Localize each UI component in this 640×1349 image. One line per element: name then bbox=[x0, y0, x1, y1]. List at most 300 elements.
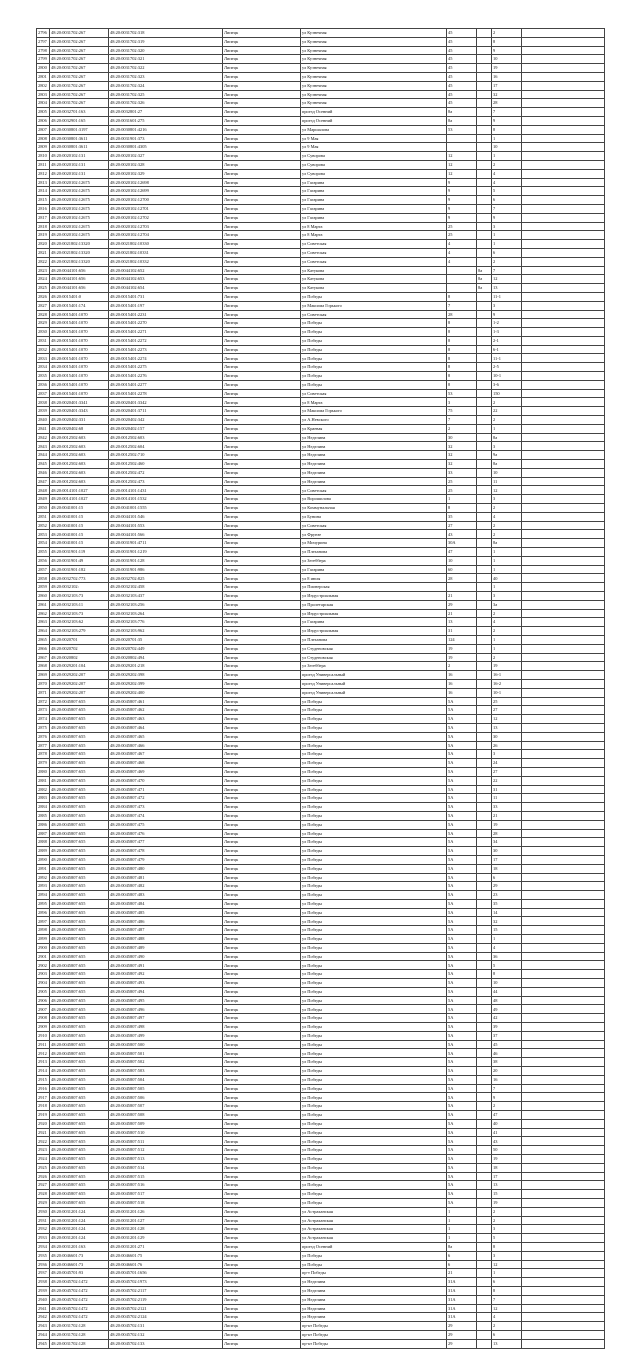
cell-num: 2918 bbox=[37, 1102, 50, 1111]
table-row bbox=[37, 152, 605, 161]
table-row bbox=[37, 284, 605, 293]
cell-num: 2871 bbox=[37, 688, 50, 697]
cell-building bbox=[477, 759, 492, 768]
cell-kad: 48:20:0045807:655 bbox=[50, 1040, 109, 1049]
cell-building bbox=[477, 55, 492, 64]
cell-apt: 2 bbox=[492, 257, 522, 266]
cell-kad: 48:20:0045807:655 bbox=[50, 882, 109, 891]
cell-kad: 48:20:0032702:773 bbox=[50, 574, 109, 583]
cell-building bbox=[477, 979, 492, 988]
cell-num: 2860 bbox=[37, 592, 50, 601]
cell-kad: 48:20:0045807:655 bbox=[50, 1005, 109, 1014]
cell-apt: 11-1 bbox=[492, 354, 522, 363]
cell-extra bbox=[522, 213, 605, 222]
cell-kad: 48:20:0032103:62 bbox=[50, 618, 109, 627]
cell-extra bbox=[522, 847, 605, 856]
cell-street: ул Победы bbox=[301, 1023, 447, 1032]
cell-apt: 21 bbox=[492, 811, 522, 820]
cell-city: Липецк bbox=[223, 759, 301, 768]
cell-house: 31 bbox=[447, 627, 477, 636]
cell-street: ул Советская bbox=[301, 248, 447, 257]
cell-street: ул Неделина bbox=[301, 477, 447, 486]
cell-house: 8 bbox=[447, 328, 477, 337]
cell-apt: 9 bbox=[492, 213, 522, 222]
cell-kad: 48:20:0031702:267 bbox=[50, 99, 109, 108]
cell-street: ул Победы bbox=[301, 961, 447, 970]
cell-building bbox=[477, 1128, 492, 1137]
cell-house: 45 bbox=[447, 46, 477, 55]
cell-building bbox=[477, 600, 492, 609]
cell-extra bbox=[522, 521, 605, 530]
cell-building bbox=[477, 1286, 492, 1295]
cell-kad2: 48:20:0031201:271 bbox=[109, 1242, 223, 1251]
cell-apt: 6 bbox=[492, 873, 522, 882]
cell-extra bbox=[522, 688, 605, 697]
cell-building bbox=[477, 794, 492, 803]
cell-num: 2919 bbox=[37, 1111, 50, 1120]
cell-city: Липецк bbox=[223, 108, 301, 117]
cell-street: ул Победы bbox=[301, 987, 447, 996]
cell-building bbox=[477, 460, 492, 469]
cell-kad2: 48:20:0045807:506 bbox=[109, 1093, 223, 1102]
cell-building bbox=[477, 838, 492, 847]
cell-city: Липецк bbox=[223, 504, 301, 513]
cell-house bbox=[447, 275, 477, 284]
cell-building bbox=[477, 301, 492, 310]
cell-street: ул Победы bbox=[301, 970, 447, 979]
cell-building bbox=[477, 81, 492, 90]
cell-city: Липецк bbox=[223, 723, 301, 732]
cell-street: ул Максима Горького bbox=[301, 407, 447, 416]
cell-num: 2875 bbox=[37, 723, 50, 732]
cell-house: 10 bbox=[447, 556, 477, 565]
cell-extra bbox=[522, 451, 605, 460]
cell-extra bbox=[522, 1163, 605, 1172]
cell-building bbox=[477, 987, 492, 996]
cell-building bbox=[477, 1251, 492, 1260]
cell-kad: 48:20:0015401:1070 bbox=[50, 380, 109, 389]
cell-kad2: 48:20:0045807:513 bbox=[109, 1155, 223, 1164]
cell-extra bbox=[522, 1322, 605, 1331]
table-row bbox=[37, 354, 605, 363]
cell-house: 21 bbox=[447, 609, 477, 618]
cell-kad: 48:20:0029202:207 bbox=[50, 671, 109, 680]
cell-extra bbox=[522, 46, 605, 55]
table-row bbox=[37, 530, 605, 539]
cell-house: 5А bbox=[447, 961, 477, 970]
cell-city: Липецк bbox=[223, 917, 301, 926]
cell-city: Липецк bbox=[223, 1251, 301, 1260]
cell-street: ул Победы bbox=[301, 1093, 447, 1102]
cell-building bbox=[477, 521, 492, 530]
cell-building bbox=[477, 196, 492, 205]
cell-extra bbox=[522, 1172, 605, 1181]
cell-street: ул Неделина bbox=[301, 1313, 447, 1322]
cell-kad: 48:20:0021802:13320 bbox=[50, 248, 109, 257]
cell-num: 2804 bbox=[37, 99, 50, 108]
cell-kad2: 48:20:0012502:460 bbox=[109, 460, 223, 469]
cell-kad: 48:20:0031901:49 bbox=[50, 556, 109, 565]
cell-street: ул Победы bbox=[301, 336, 447, 345]
cell-building bbox=[477, 477, 492, 486]
cell-apt: 8a bbox=[492, 460, 522, 469]
cell-apt: 1-2 bbox=[492, 319, 522, 328]
cell-kad: 48:20:0029201:104 bbox=[50, 662, 109, 671]
table-row bbox=[37, 143, 605, 152]
cell-kad2: 48:20:0029202:398 bbox=[109, 671, 223, 680]
cell-city: Липецк bbox=[223, 292, 301, 301]
table-row bbox=[37, 847, 605, 856]
cell-apt: 32 bbox=[492, 917, 522, 926]
cell-extra bbox=[522, 873, 605, 882]
cell-city: Липецк bbox=[223, 328, 301, 337]
cell-city: Липецк bbox=[223, 1207, 301, 1216]
cell-street: ул Победы bbox=[301, 855, 447, 864]
cell-kad: 48:20:0045807:655 bbox=[50, 759, 109, 768]
cell-street: ул Победы bbox=[301, 1058, 447, 1067]
table-row bbox=[37, 908, 605, 917]
table-row bbox=[37, 328, 605, 337]
cell-street: ул Победы bbox=[301, 706, 447, 715]
cell-building bbox=[477, 1040, 492, 1049]
cell-house: 43 bbox=[447, 530, 477, 539]
cell-kad2: 48:20:0029202:400 bbox=[109, 688, 223, 697]
cell-house: 30А bbox=[447, 539, 477, 548]
cell-house: 4 bbox=[447, 248, 477, 257]
cell-city: Липецк bbox=[223, 354, 301, 363]
cell-num: 2796 bbox=[37, 29, 50, 38]
cell-extra bbox=[522, 882, 605, 891]
cell-house: 5А bbox=[447, 820, 477, 829]
cell-apt: 27 bbox=[492, 767, 522, 776]
cell-num: 2945 bbox=[37, 1339, 50, 1348]
cell-extra bbox=[522, 952, 605, 961]
cell-building bbox=[477, 1225, 492, 1234]
cell-num: 2834 bbox=[37, 363, 50, 372]
cell-apt: 8 bbox=[492, 1286, 522, 1295]
table-row bbox=[37, 1216, 605, 1225]
cell-building bbox=[477, 213, 492, 222]
cell-street: ул 9 Мая bbox=[301, 134, 447, 143]
cell-extra bbox=[522, 1278, 605, 1287]
cell-num: 2833 bbox=[37, 354, 50, 363]
cell-kad2: 48:20:0031702:324 bbox=[109, 81, 223, 90]
cell-extra bbox=[522, 1075, 605, 1084]
cell-kad: 48:20:0045807:655 bbox=[50, 1058, 109, 1067]
table-row bbox=[37, 266, 605, 275]
cell-apt: 33 bbox=[492, 803, 522, 812]
table-row bbox=[37, 1198, 605, 1207]
cell-street: ул Победы bbox=[301, 1005, 447, 1014]
cell-house: 16 bbox=[447, 688, 477, 697]
cell-kad: 48:20:0032103:73 bbox=[50, 592, 109, 601]
cell-apt: 10-1 bbox=[492, 372, 522, 381]
cell-num: 2844 bbox=[37, 451, 50, 460]
cell-kad: 48:20:0045807:655 bbox=[50, 908, 109, 917]
cell-city: Липецк bbox=[223, 1075, 301, 1084]
table-row bbox=[37, 72, 605, 81]
cell-house: 45 bbox=[447, 99, 477, 108]
cell-num: 2827 bbox=[37, 301, 50, 310]
cell-house: 5А bbox=[447, 873, 477, 882]
cell-kad: 48:20:0015401:1070 bbox=[50, 310, 109, 319]
cell-num: 2922 bbox=[37, 1137, 50, 1146]
cell-house: 5А bbox=[447, 829, 477, 838]
cell-extra bbox=[522, 1234, 605, 1243]
cell-apt: 2 bbox=[492, 160, 522, 169]
cell-num: 2911 bbox=[37, 1040, 50, 1049]
cell-extra bbox=[522, 1084, 605, 1093]
cell-building bbox=[477, 372, 492, 381]
cell-kad: 48:20:0012502:603 bbox=[50, 433, 109, 442]
cell-street: проезд Универсальный bbox=[301, 671, 447, 680]
cell-extra bbox=[522, 169, 605, 178]
cell-city: Липецк bbox=[223, 785, 301, 794]
cell-city: Липецк bbox=[223, 345, 301, 354]
cell-kad2: 48:20:0045807:514 bbox=[109, 1163, 223, 1172]
cell-num: 2882 bbox=[37, 785, 50, 794]
cell-street: ул Суворова bbox=[301, 152, 447, 161]
cell-num: 2910 bbox=[37, 1031, 50, 1040]
cell-kad2: 48:20:0045807:496 bbox=[109, 1005, 223, 1014]
cell-extra bbox=[522, 750, 605, 759]
cell-kad2: 48:20:0045807:463 bbox=[109, 715, 223, 724]
cell-street: ул Кузнечная bbox=[301, 64, 447, 73]
cell-num: 2865 bbox=[37, 635, 50, 644]
cell-house: 5А bbox=[447, 767, 477, 776]
cell-building bbox=[477, 644, 492, 653]
cell-city: Липецк bbox=[223, 1330, 301, 1339]
cell-extra bbox=[522, 1269, 605, 1278]
cell-kad2: 48:20:0045807:479 bbox=[109, 855, 223, 864]
cell-street: ул Индустриальная bbox=[301, 592, 447, 601]
cell-extra bbox=[522, 407, 605, 416]
cell-building bbox=[477, 380, 492, 389]
table-row bbox=[37, 204, 605, 213]
cell-extra bbox=[522, 583, 605, 592]
cell-extra bbox=[522, 627, 605, 636]
table-row bbox=[37, 46, 605, 55]
cell-house: 75 bbox=[447, 407, 477, 416]
cell-apt: 13 bbox=[492, 1339, 522, 1348]
cell-extra bbox=[522, 433, 605, 442]
cell-building bbox=[477, 1260, 492, 1269]
cell-house: 32 bbox=[447, 460, 477, 469]
cell-num: 2829 bbox=[37, 319, 50, 328]
cell-house: 1 bbox=[447, 495, 477, 504]
cell-extra bbox=[522, 618, 605, 627]
cell-city: Липецк bbox=[223, 468, 301, 477]
cell-street: проезд Универсальный bbox=[301, 679, 447, 688]
cell-city: Липецк bbox=[223, 72, 301, 81]
cell-apt: 2 bbox=[492, 1207, 522, 1216]
cell-city: Липецк bbox=[223, 46, 301, 55]
cell-city: Липецк bbox=[223, 838, 301, 847]
cell-city: Липецк bbox=[223, 715, 301, 724]
cell-num: 2931 bbox=[37, 1216, 50, 1225]
cell-building bbox=[477, 803, 492, 812]
cell-num: 2939 bbox=[37, 1286, 50, 1295]
cell-building bbox=[477, 248, 492, 257]
cell-kad2: 48:20:0041001:1555 bbox=[109, 504, 223, 513]
table-row bbox=[37, 952, 605, 961]
cell-street: ул Пролетарская bbox=[301, 600, 447, 609]
cell-num: 2868 bbox=[37, 662, 50, 671]
cell-kad: 48:20:0045807:655 bbox=[50, 899, 109, 908]
table-row bbox=[37, 1260, 605, 1269]
cell-extra bbox=[522, 284, 605, 293]
table-row bbox=[37, 1339, 605, 1348]
cell-extra bbox=[522, 767, 605, 776]
cell-extra bbox=[522, 257, 605, 266]
cell-building bbox=[477, 539, 492, 548]
cell-kad: 48:20:0045807:655 bbox=[50, 811, 109, 820]
table-row bbox=[37, 653, 605, 662]
cell-city: Липецк bbox=[223, 169, 301, 178]
cell-num: 2801 bbox=[37, 72, 50, 81]
cell-house: 1 bbox=[447, 1207, 477, 1216]
table-row bbox=[37, 451, 605, 460]
cell-kad: 48:20:0045807:655 bbox=[50, 776, 109, 785]
cell-building bbox=[477, 943, 492, 952]
cell-building bbox=[477, 1242, 492, 1251]
cell-apt: 12 bbox=[492, 275, 522, 284]
cell-house: 5А bbox=[447, 987, 477, 996]
cell-extra bbox=[522, 1040, 605, 1049]
cell-house: 25 bbox=[447, 222, 477, 231]
cell-kad: 48:20:0045807:655 bbox=[50, 697, 109, 706]
cell-apt: 39 bbox=[492, 1023, 522, 1032]
cell-house: 5А bbox=[447, 811, 477, 820]
cell-num: 2849 bbox=[37, 495, 50, 504]
cell-house: 5А bbox=[447, 838, 477, 847]
cell-city: Липецк bbox=[223, 935, 301, 944]
cell-street: ул Победы bbox=[301, 372, 447, 381]
cell-num: 2925 bbox=[37, 1163, 50, 1172]
cell-city: Липецк bbox=[223, 864, 301, 873]
cell-house: 31А bbox=[447, 1295, 477, 1304]
cell-num: 2891 bbox=[37, 864, 50, 873]
cell-kad2: 48:20:0012502:710 bbox=[109, 451, 223, 460]
cell-kad: 48:20:0045807:655 bbox=[50, 970, 109, 979]
cell-apt: 12 bbox=[492, 486, 522, 495]
cell-kad: 48:20:0015401:1070 bbox=[50, 363, 109, 372]
cell-house: 2 bbox=[447, 662, 477, 671]
cell-building bbox=[477, 1084, 492, 1093]
cell-building bbox=[477, 1005, 492, 1014]
cell-extra bbox=[522, 310, 605, 319]
cell-extra bbox=[522, 372, 605, 381]
cell-city: Липецк bbox=[223, 1067, 301, 1076]
cell-street: ул Победы bbox=[301, 1128, 447, 1137]
cell-city: Липецк bbox=[223, 996, 301, 1005]
cell-extra bbox=[522, 1111, 605, 1120]
cell-street: ул Неделина bbox=[301, 442, 447, 451]
cell-street: ул Неделина bbox=[301, 1295, 447, 1304]
cell-kad: 48:20:0045807:655 bbox=[50, 1198, 109, 1207]
cell-kad2: 48:20:0045807:508 bbox=[109, 1111, 223, 1120]
cell-house: 19 bbox=[447, 644, 477, 653]
cell-kad2: 48:20:0015401:731 bbox=[109, 292, 223, 301]
cell-kad: 48:20:0046601:73 bbox=[50, 1251, 109, 1260]
cell-building bbox=[477, 336, 492, 345]
table-row bbox=[37, 345, 605, 354]
cell-house bbox=[447, 143, 477, 152]
cell-street: ул Неделина bbox=[301, 468, 447, 477]
cell-street: ул Кузнечная bbox=[301, 37, 447, 46]
cell-house: 5А bbox=[447, 1198, 477, 1207]
cell-city: Липецк bbox=[223, 1102, 301, 1111]
cell-street: ул Победы bbox=[301, 345, 447, 354]
cell-kad2: 48:20:0030801:4216 bbox=[109, 125, 223, 134]
cell-kad2: 48:20:0031702:320 bbox=[109, 46, 223, 55]
table-row bbox=[37, 635, 605, 644]
cell-street: проезд Осенний bbox=[301, 1242, 447, 1251]
cell-building bbox=[477, 583, 492, 592]
cell-kad2: 48:20:0015401:2275 bbox=[109, 363, 223, 372]
cell-num: 2933 bbox=[37, 1234, 50, 1243]
cell-kad: 48:20:0045807:655 bbox=[50, 785, 109, 794]
cell-building bbox=[477, 125, 492, 134]
cell-apt: 1 bbox=[492, 935, 522, 944]
cell-apt: 19 bbox=[492, 820, 522, 829]
cell-kad: 48:20:0015401:1070 bbox=[50, 319, 109, 328]
cell-building bbox=[477, 697, 492, 706]
cell-kad2: 48:20:0045807:467 bbox=[109, 750, 223, 759]
cell-kad2: 48:20:0031702:318 bbox=[109, 29, 223, 38]
cell-apt: 14 bbox=[492, 908, 522, 917]
cell-building bbox=[477, 363, 492, 372]
cell-kad: 48:20:0045807:655 bbox=[50, 926, 109, 935]
cell-house: 3 bbox=[447, 398, 477, 407]
cell-street: ул Победы bbox=[301, 1040, 447, 1049]
cell-extra bbox=[522, 987, 605, 996]
cell-building bbox=[477, 627, 492, 636]
cell-street: ул Победы bbox=[301, 996, 447, 1005]
cell-building bbox=[477, 952, 492, 961]
cell-extra bbox=[522, 556, 605, 565]
cell-street: ул Неделина bbox=[301, 451, 447, 460]
cell-city: Липецк bbox=[223, 644, 301, 653]
cell-num: 2810 bbox=[37, 152, 50, 161]
table-row bbox=[37, 424, 605, 433]
table-row bbox=[37, 935, 605, 944]
cell-apt: 19 bbox=[492, 64, 522, 73]
cell-street: ул Победы bbox=[301, 363, 447, 372]
cell-house: 6 bbox=[447, 1260, 477, 1269]
cell-kad: 48:20:0015401:1070 bbox=[50, 336, 109, 345]
cell-num: 2927 bbox=[37, 1181, 50, 1190]
cell-house: 29 bbox=[447, 1339, 477, 1348]
cell-num: 2842 bbox=[37, 433, 50, 442]
cell-kad2: 48:20:0045807:464 bbox=[109, 723, 223, 732]
cell-extra bbox=[522, 530, 605, 539]
cell-extra bbox=[522, 1339, 605, 1348]
cell-kad: 48:20:0045702:1472 bbox=[50, 1286, 109, 1295]
cell-extra bbox=[522, 864, 605, 873]
cell-kad: 48:20:0020402:68 bbox=[50, 424, 109, 433]
cell-house bbox=[447, 266, 477, 275]
cell-apt: 6 bbox=[492, 1278, 522, 1287]
cell-extra bbox=[522, 592, 605, 601]
cell-kad: 48:20:0045807:655 bbox=[50, 847, 109, 856]
cell-kad2: 48:20:0012502:473 bbox=[109, 477, 223, 486]
cell-house: 5А bbox=[447, 1111, 477, 1120]
cell-kad: 48:20:0045807:655 bbox=[50, 1163, 109, 1172]
cell-building bbox=[477, 187, 492, 196]
cell-house: 29 bbox=[447, 1322, 477, 1331]
cell-kad2: 48:20:0015401:2272 bbox=[109, 336, 223, 345]
